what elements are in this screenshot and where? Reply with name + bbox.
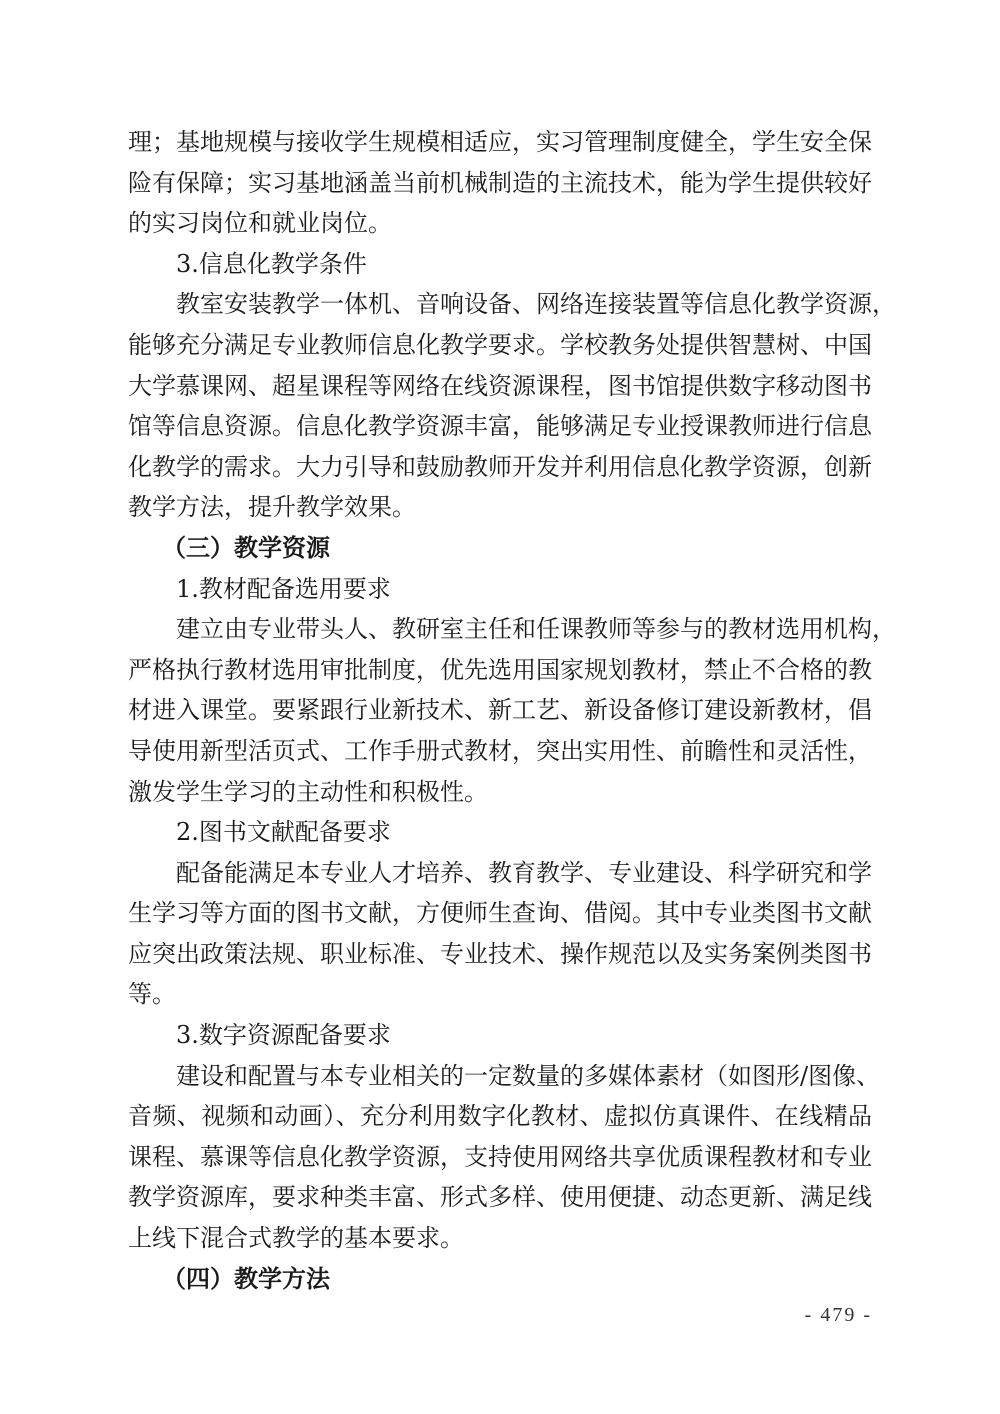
paragraph-line: 建设和配置与本专业相关的一定数量的多媒体素材（如图形/图像、 [176, 1061, 881, 1090]
page-number: - 479 - [804, 1304, 872, 1326]
paragraph-line: 理；基地规模与接收学生规模相适应，实习管理制度健全，学生安全保 [128, 128, 872, 156]
paragraph-line: 化教学的需求。大力引导和鼓励教师开发并利用信息化教学资源，创新 [128, 452, 872, 481]
paragraph-line: 险有保障；实习基地涵盖当前机械制造的主流技术，能为学生提供较好 [128, 168, 872, 197]
paragraph-line: 建立由专业带头人、教研室主任和任课教师等参与的教材选用机构， [176, 615, 896, 644]
body-text [128, 122, 896, 1299]
paragraph-line: 上线下混合式教学的基本要求。 [128, 1224, 464, 1253]
subheading-digital-resources: 3.数字资源配备要求 [176, 1021, 391, 1050]
paragraph-line: 导使用新型活页式、工作手册式教材，突出实用性、前瞻性和灵活性， [128, 736, 872, 765]
subheading-information-teaching: 3.信息化教学条件 [176, 249, 367, 278]
paragraph-line: 音频、视频和动画）、充分利用数字化教材、虚拟仿真课件、在线精品 [128, 1102, 872, 1131]
paragraph-line: 应突出政策法规、职业标准、专业技术、操作规范以及实务案例类图书 [128, 939, 872, 968]
paragraph-line: 等。 [128, 980, 176, 1009]
paragraph-line: 馆等信息资源。信息化教学资源丰富，能够满足专业授课教师进行信息 [128, 412, 872, 441]
paragraph-line: 教学资源库，要求种类丰富、形式多样、使用便捷、动态更新、满足线 [128, 1183, 872, 1212]
paragraph-line: 配备能满足本专业人才培养、教育教学、专业建设、科学研究和学 [176, 858, 872, 887]
subheading-library-documents: 2.图书文献配备要求 [176, 818, 391, 847]
paragraph-line: 生学习等方面的图书文献，方便师生查询、借阅。其中专业类图书文献 [128, 899, 872, 928]
section-heading-teaching-methods: （四）教学方法 [162, 1264, 330, 1293]
paragraph-line: 大学慕课网、超星课程等网络在线资源课程，图书馆提供数字移动图书 [128, 371, 872, 400]
paragraph-line: 课程、慕课等信息化教学资源，支持使用网络共享优质课程教材和专业 [128, 1142, 872, 1171]
section-heading-teaching-resources: （三）教学资源 [162, 533, 330, 562]
paragraph-line: 的实习岗位和就业岗位。 [128, 209, 392, 238]
paragraph-line: 能够充分满足专业教师信息化教学要求。学校教务处提供智慧树、中国 [128, 330, 872, 359]
paragraph-line: 严格执行教材选用审批制度，优先选用国家规划教材，禁止不合格的教 [128, 655, 872, 684]
paragraph-line: 教学方法，提升教学效果。 [128, 493, 416, 522]
paragraph-line: 教室安装教学一体机、音响设备、网络连接装置等信息化教学资源， [176, 290, 896, 319]
paragraph-line: 材进入课堂。要紧跟行业新技术、新工艺、新设备修订建设新教材，倡 [128, 696, 872, 725]
paragraph-line: 激发学生学习的主动性和积极性。 [128, 777, 488, 806]
subheading-textbooks: 1.教材配备选用要求 [176, 574, 391, 603]
